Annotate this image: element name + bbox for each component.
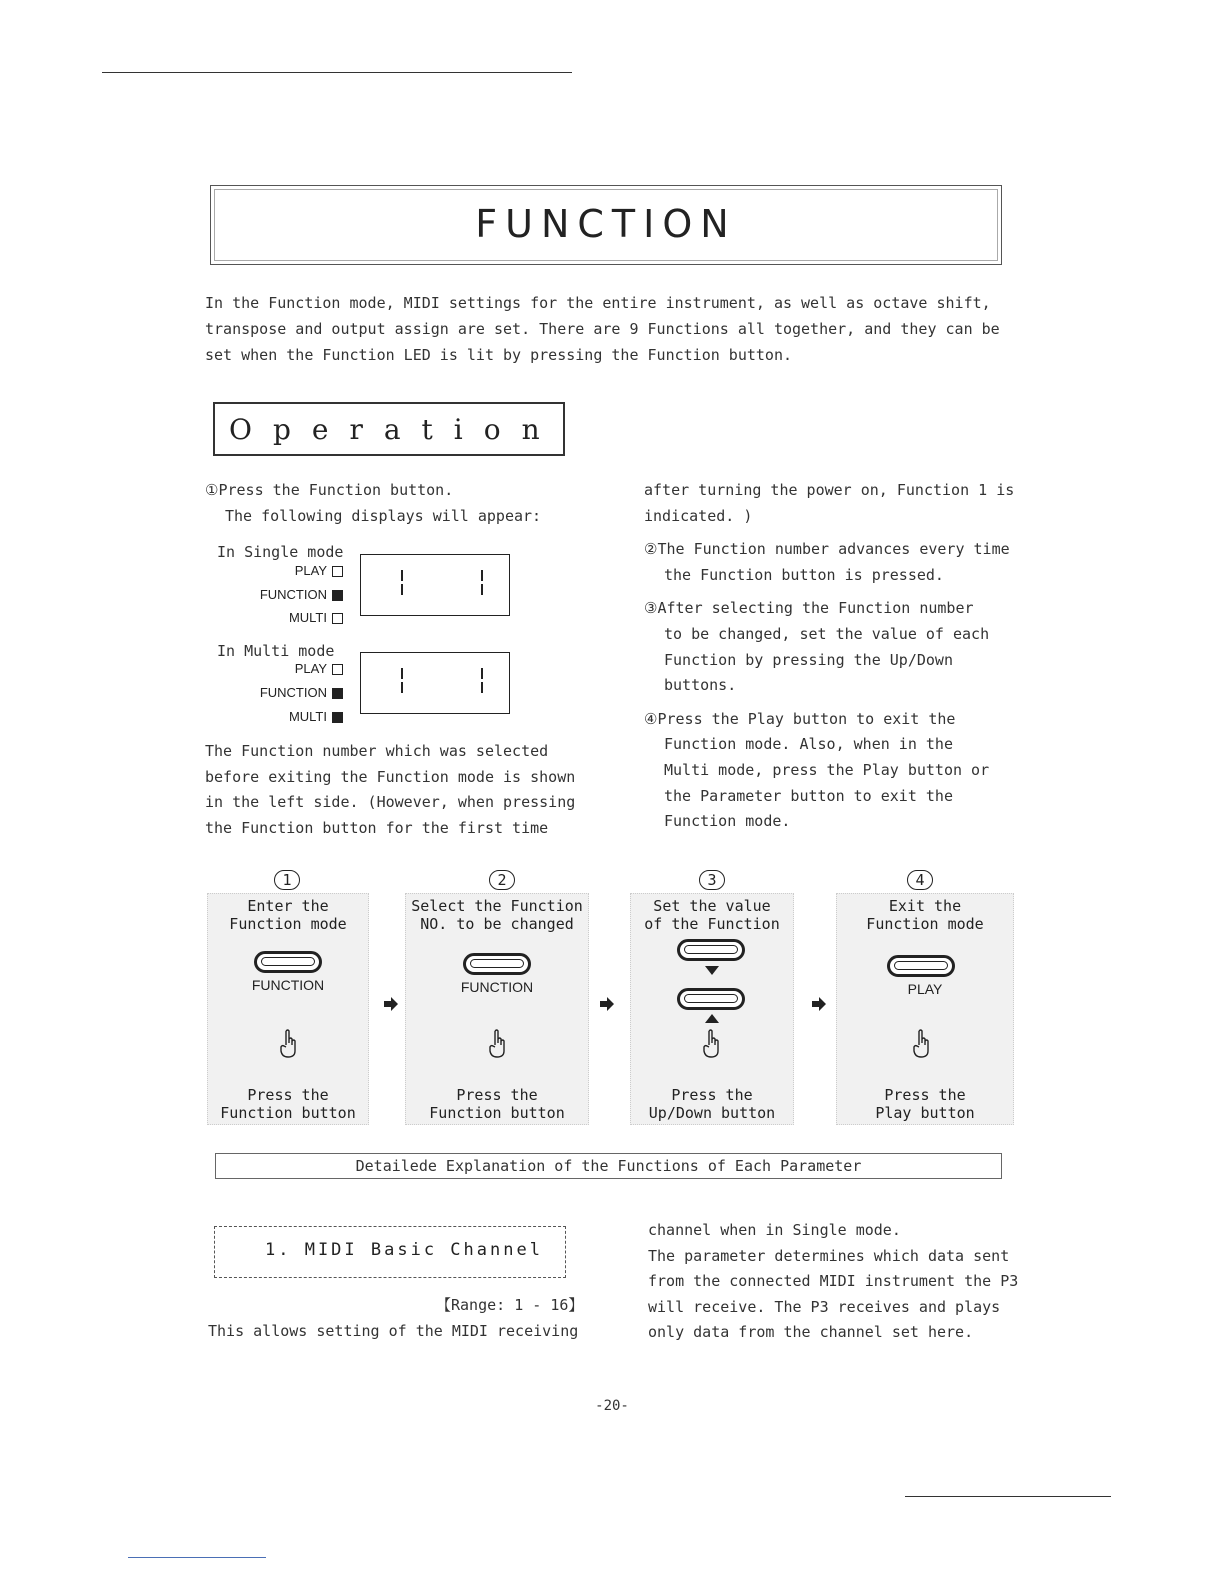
page-title-box — [210, 185, 1002, 265]
step-panel-3 — [630, 893, 794, 1125]
midi-heading: 1. MIDI Basic Channel — [265, 1240, 543, 1260]
intro-line: transpose and output assign are set. There are 9 Functions all together, and they can be — [205, 320, 1000, 338]
text-line: the Parameter button to exit the — [664, 786, 953, 805]
step-number-3: 3 — [697, 867, 727, 889]
text-line: from the connected MIDI instrument the P3 — [648, 1272, 1019, 1291]
step-panel-1 — [207, 893, 369, 1125]
panel-title: Set the value — [653, 897, 771, 915]
panel-title: Select the Function — [411, 897, 583, 915]
left-column — [205, 478, 595, 529]
step-panel-4 — [836, 893, 1014, 1125]
text-line: will receive. The P3 receives and plays — [648, 1297, 1001, 1316]
panel-title: Function mode — [229, 915, 347, 933]
midi-heading-box — [214, 1226, 566, 1278]
panel-footer: Up/Down button — [648, 1104, 776, 1122]
midi-range: 【Range: 1 - 16】 — [436, 1296, 584, 1314]
page-title: FUNCTION — [475, 202, 737, 246]
text-line: buttons. — [664, 676, 737, 695]
single-led-function: FUNCTION — [203, 587, 343, 602]
text-line: Function mode. — [664, 812, 791, 831]
step1-text: ①Press the Function button. — [205, 481, 454, 499]
button-label: FUNCTION — [251, 977, 325, 993]
text-line: Multi mode, press the Play button or — [664, 760, 990, 779]
panel-footer: Function button — [220, 1104, 356, 1122]
text-line: the Function button is pressed. — [664, 565, 944, 584]
footer-rule — [128, 1557, 266, 1558]
down-arrow-icon — [705, 964, 719, 978]
step2-text: ②The Function number advances every time — [644, 540, 1010, 559]
text-line: channel when in Single mode. — [648, 1221, 901, 1239]
led-on-icon — [332, 712, 343, 723]
step-number-2: 2 — [487, 867, 517, 889]
multi-led-function: FUNCTION — [203, 685, 343, 700]
text-line: The Function number which was selected — [205, 742, 549, 760]
pointing-hand-icon — [486, 1029, 510, 1059]
panel-title: of the Function — [644, 915, 780, 933]
single-mode-label: In Single mode — [217, 543, 344, 561]
step-number-4: 4 — [905, 867, 935, 889]
multi-led-multi: MULTI — [203, 709, 343, 724]
step4-text: ④Press the Play button to exit the — [644, 709, 956, 728]
text-line: to be changed, set the value of each — [664, 624, 990, 643]
multi-mode-display — [360, 652, 510, 714]
right-arrow-icon — [600, 997, 614, 1011]
up-button-icon — [677, 939, 745, 961]
pointing-hand-icon — [910, 1029, 934, 1059]
text-line: The parameter determines which data sent — [648, 1246, 1010, 1265]
text-line: the Function button for the first time — [205, 818, 549, 837]
intro-line: set when the Function LED is lit by pressing the Function button. — [205, 346, 792, 364]
pointing-hand-icon — [700, 1029, 724, 1059]
single-led-multi: MULTI — [203, 610, 343, 625]
text-line: after turning the power on, Function 1 is — [644, 481, 1015, 499]
step-number-1: 1 — [272, 867, 302, 889]
led-off-icon — [332, 664, 343, 675]
function-button-icon — [463, 953, 531, 975]
step3-text: ③After selecting the Function number — [644, 599, 974, 618]
detail-heading-box — [215, 1153, 1002, 1179]
panel-footer: Press the — [671, 1086, 753, 1104]
step1b-text: The following displays will appear: — [225, 506, 542, 525]
panel-footer: Press the — [884, 1086, 966, 1104]
multi-mode-label: In Multi mode — [217, 642, 335, 660]
single-led-play: PLAY — [203, 563, 343, 578]
panel-title: Function mode — [866, 915, 984, 933]
intro-line: In the Function mode, MIDI settings for the entire instrument, as well as octave shift, — [205, 294, 991, 312]
button-label: PLAY — [907, 981, 943, 997]
right-arrow-icon — [812, 997, 826, 1011]
led-off-icon — [332, 613, 343, 624]
multi-led-play: PLAY — [203, 661, 343, 676]
panel-footer: Press the — [247, 1086, 329, 1104]
midi-right-column — [648, 1218, 1038, 1346]
left-column-paragraph — [205, 739, 605, 841]
led-off-icon — [332, 566, 343, 577]
detail-heading: Detailede Explanation of the Functions of Each Parameter — [355, 1157, 862, 1175]
text-line: only data from the channel set here. — [648, 1323, 974, 1342]
led-on-icon — [332, 590, 343, 601]
led-on-icon — [332, 688, 343, 699]
panel-footer: Play button — [875, 1104, 975, 1122]
right-column — [644, 478, 1034, 835]
top-rule — [102, 72, 572, 73]
panel-footer: Press the — [456, 1086, 538, 1104]
up-arrow-icon — [705, 1012, 719, 1026]
text-line: Function mode. Also, when in the — [664, 735, 953, 754]
page-number: -20- — [595, 1398, 629, 1414]
operation-heading: Operation — [229, 413, 561, 446]
panel-title: NO. to be changed — [420, 915, 574, 933]
right-arrow-icon — [384, 997, 398, 1011]
intro-paragraph — [205, 290, 1015, 368]
pointing-hand-icon — [277, 1029, 301, 1059]
operation-heading-box — [213, 402, 565, 456]
text-line: in the left side. (However, when pressing — [205, 793, 576, 812]
function-button-icon — [254, 951, 322, 973]
text-line: indicated. ) — [644, 506, 753, 525]
button-label: FUNCTION — [460, 979, 534, 995]
panel-title: Enter the — [247, 897, 329, 915]
text-line: before exiting the Function mode is shown — [205, 767, 576, 786]
panel-footer: Function button — [429, 1104, 565, 1122]
single-mode-display — [360, 554, 510, 616]
panel-title: Exit the — [888, 897, 962, 915]
bottom-rule — [905, 1496, 1111, 1497]
text-line: Function by pressing the Up/Down — [664, 650, 953, 669]
play-button-icon — [887, 955, 955, 977]
step-panel-2 — [405, 893, 589, 1125]
midi-left-text: This allows setting of the MIDI receiving — [208, 1322, 579, 1340]
down-button-icon — [677, 988, 745, 1010]
